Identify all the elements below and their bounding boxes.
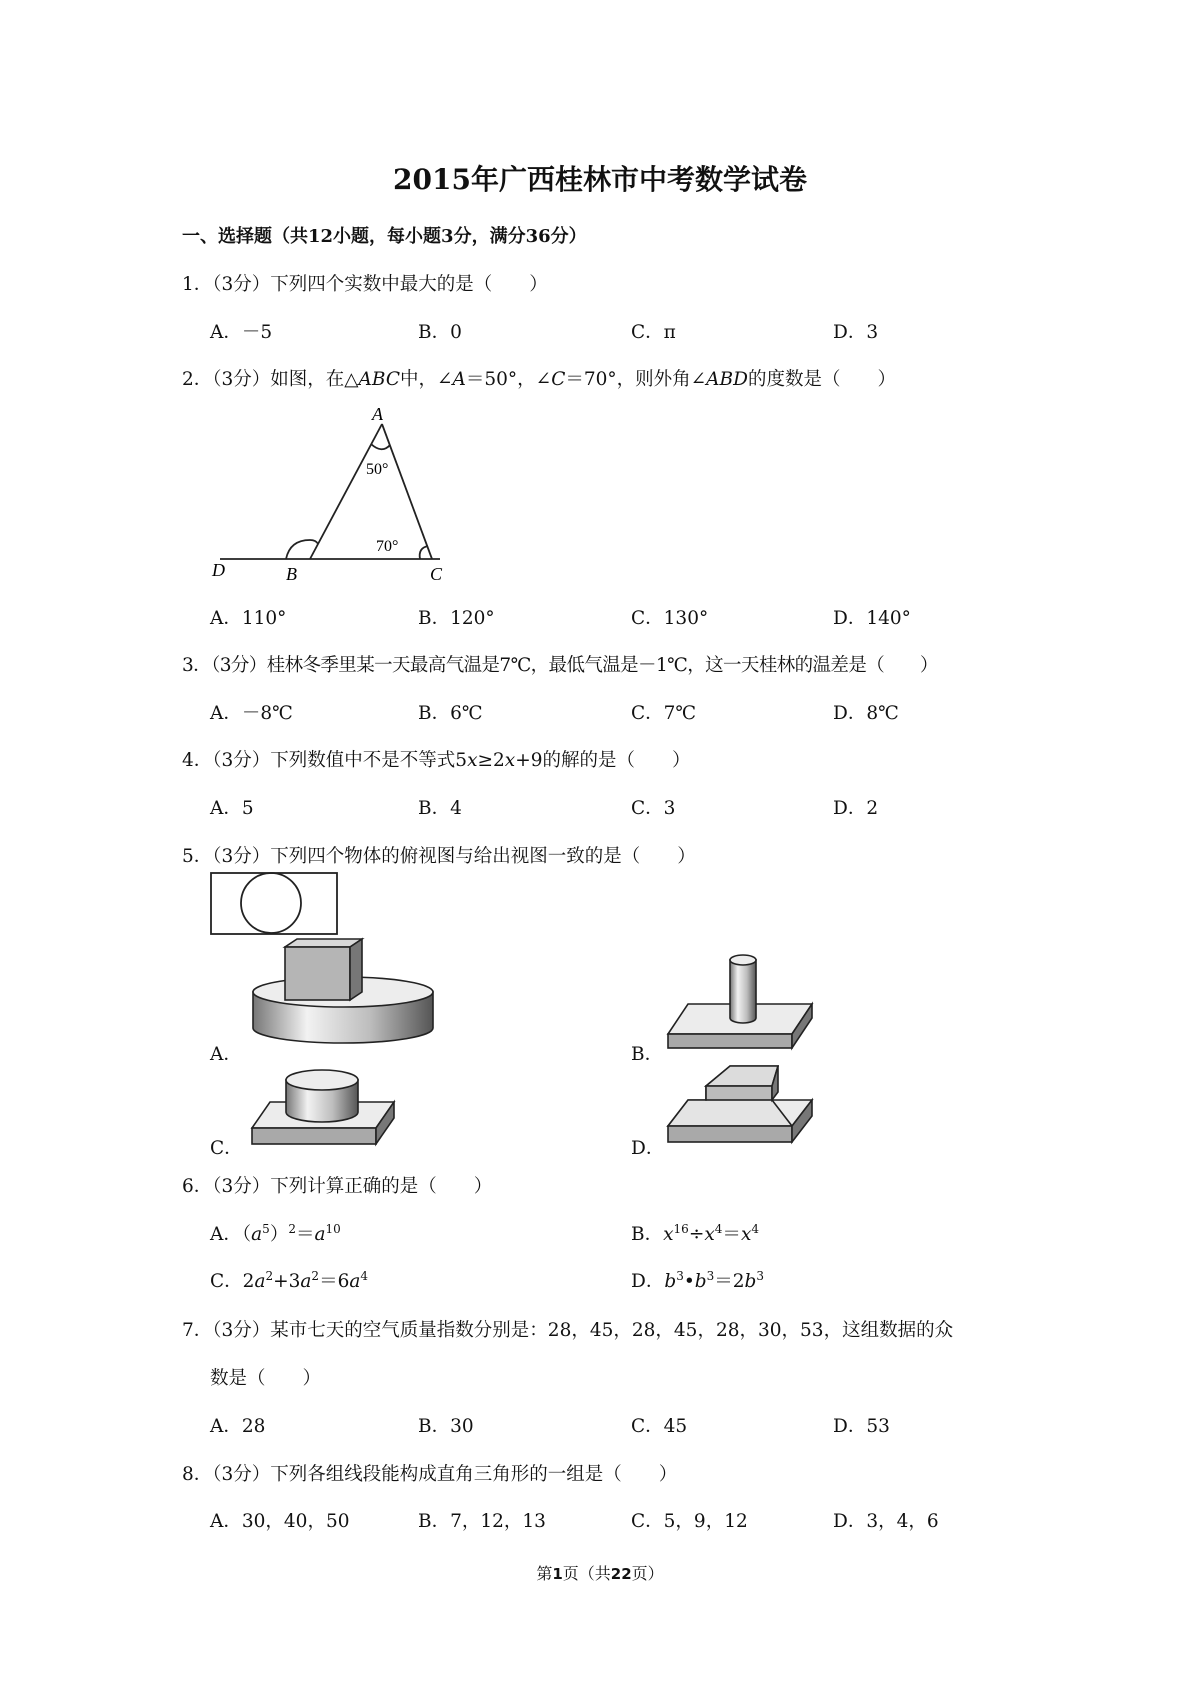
q2-option-a: A．110° (210, 608, 287, 629)
q6-option-b: B．$x^{16}\div x^4=x^4$ (631, 1222, 760, 1245)
vertex-a-label: A (372, 404, 383, 424)
q2-option-b: B．120° (418, 608, 495, 629)
question-3-stem: 3．（3分）桂林冬季里某一天最高气温是7℃，最低气温是－1℃，这一天桂林的温差是（ ） (182, 655, 938, 676)
question-2-stem: 2．（3分）如图，在△ABC中，∠A＝50°，∠C＝70°，则外角∠ABD的度数是（ ） (182, 369, 896, 390)
q2-option-d: D．140° (833, 608, 911, 629)
q4-option-c: C．3 (631, 798, 676, 819)
section-heading: 一、选择题（共12小题，每小题3分，满分36分） (182, 226, 587, 247)
q3-option-d: D．8℃ (833, 703, 899, 724)
q8-option-d: D．3，4，6 (833, 1511, 939, 1532)
q8-option-b: B．7，12，13 (418, 1511, 546, 1532)
solid-d (668, 1066, 812, 1142)
question-4-stem: 4．（3分）下列数值中不是不等式5x≥2x+9的解的是（ ） (182, 750, 691, 771)
q6-option-c: C．$2a^2+3a^2=6a^4$ (210, 1269, 369, 1292)
question-7-stem-line1: 7．（3分）某市七天的空气质量指数分别是：28，45，28，45，28，30，53，这组数据的众 (182, 1320, 954, 1341)
q1-option-a: A．－5 (210, 322, 273, 343)
question-6-stem: 6．（3分）下列计算正确的是（ ） (182, 1176, 493, 1197)
q1-option-b: B．0 (418, 322, 462, 343)
vertex-b-label: B (286, 564, 297, 584)
solid-c (252, 1070, 394, 1144)
given-top-view (211, 873, 337, 934)
question-8-stem: 8．（3分）下列各组线段能构成直角三角形的一组是（ ） (182, 1464, 678, 1485)
q4-option-a: A．5 (210, 798, 254, 819)
question-5-stem: 5．（3分）下列四个物体的俯视图与给出视图一致的是（ ） (182, 846, 696, 867)
vertex-d-label: D (212, 560, 225, 580)
q5-option-a: A． (210, 1044, 242, 1065)
q8-option-c: C．5，9，12 (631, 1511, 748, 1532)
vertex-c-label: C (430, 564, 443, 584)
q7-option-d: D．53 (833, 1416, 890, 1437)
q1-option-d: D．3 (833, 322, 879, 343)
question-1-stem: 1．（3分）下列四个实数中最大的是（ ） (182, 274, 548, 295)
question-7-stem-line2: 数是（ ） (210, 1368, 322, 1389)
solid-b (668, 955, 812, 1048)
q7-option-b: B．30 (418, 1416, 474, 1437)
q4-option-b: B．4 (418, 798, 462, 819)
q3-option-a: A．－8℃ (210, 703, 293, 724)
q5-option-c: C． (210, 1138, 243, 1159)
q5-option-d: D． (631, 1138, 665, 1159)
angle-c-label: 70° (376, 538, 399, 555)
q7-option-c: C．45 (631, 1416, 688, 1437)
q8-option-a: A．30，40，50 (210, 1511, 350, 1532)
page-total: 22 (610, 1565, 632, 1583)
q6-option-d: D．$b^3•b^3=2b^3$ (631, 1269, 764, 1292)
solid-a (253, 939, 433, 1043)
q5-option-b: B． (631, 1044, 664, 1065)
q3-option-c: C．7℃ (631, 703, 697, 724)
q1-option-c: C．π (631, 322, 676, 343)
q4-option-d: D．2 (833, 798, 879, 819)
page-title: 2015年广西桂林市中考数学试卷 (393, 163, 807, 196)
q2-option-c: C．130° (631, 608, 709, 629)
page-number: 1 (552, 1565, 563, 1583)
angle-a-label: 50° (366, 461, 389, 478)
q3-option-b: B．6℃ (418, 703, 483, 724)
page-footer: 第1页（共22页） (536, 1564, 664, 1583)
q6-option-a: A．$(a^5)^2=a^{10}$ (210, 1222, 341, 1245)
q7-option-a: A．28 (210, 1416, 266, 1437)
